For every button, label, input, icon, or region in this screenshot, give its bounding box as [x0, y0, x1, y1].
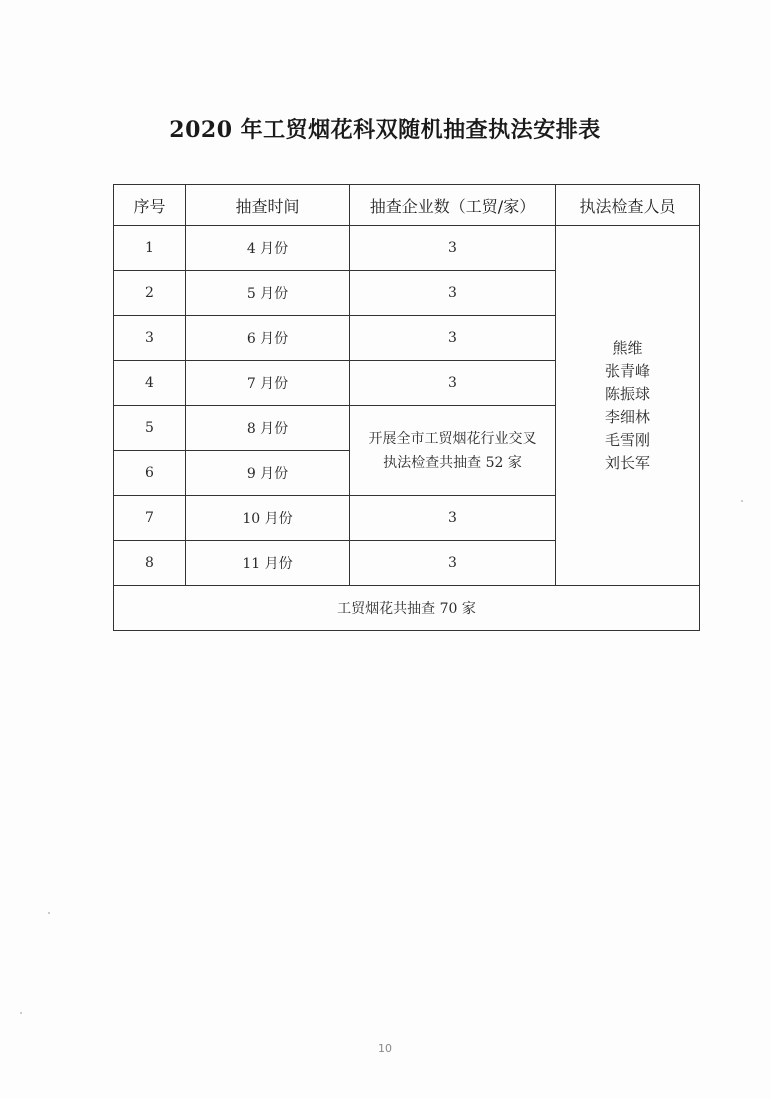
staff-name: 熊维: [612, 338, 643, 357]
row-count: 3: [350, 226, 556, 271]
cross-inspection-line: 开展全市工贸烟花行业交叉: [368, 430, 537, 447]
row-seq: 4: [114, 361, 186, 406]
header-seq: 序号: [114, 185, 186, 226]
total-cell: 工贸烟花共抽查 70 家: [114, 586, 700, 631]
row-seq: 1: [114, 226, 186, 271]
row-seq: 6: [114, 451, 186, 496]
table-header-row: [114, 185, 700, 226]
row-seq: 3: [114, 316, 186, 361]
row-count: 3: [350, 316, 556, 361]
row-seq: 2: [114, 271, 186, 316]
document-title: 2020 年工贸烟花科双随机抽查执法安排表: [169, 117, 601, 143]
row-seq: 8: [114, 541, 186, 586]
staff-name: 陈振球: [604, 384, 650, 403]
row-month: 10 月份: [186, 496, 350, 541]
scan-speck: [741, 500, 743, 502]
scan-speck: [20, 1012, 22, 1014]
row-seq: 7: [114, 496, 186, 541]
page-number: 10: [378, 1042, 392, 1055]
row-month: 11 月份: [186, 541, 350, 586]
row-month: 9 月份: [186, 451, 350, 496]
row-count: 3: [350, 361, 556, 406]
table-row: [114, 226, 700, 271]
staff-name: 毛雪刚: [604, 430, 650, 449]
staff-name: 李细林: [604, 407, 650, 426]
staff-cell: [556, 226, 700, 586]
table-total-row: [114, 586, 700, 631]
header-count: 抽查企业数（工贸/家）: [350, 185, 556, 226]
row-count: 3: [350, 541, 556, 586]
inspection-schedule-table: [113, 184, 700, 631]
row-count: 3: [350, 496, 556, 541]
staff-name: 张青峰: [604, 361, 650, 380]
row-count: 3: [350, 271, 556, 316]
row-seq: 5: [114, 406, 186, 451]
row-month: 8 月份: [186, 406, 350, 451]
row-month: 5 月份: [186, 271, 350, 316]
cross-inspection-line: 执法检查共抽查 52 家: [383, 454, 522, 471]
scan-speck: [48, 912, 50, 914]
header-time: 抽查时间: [186, 185, 350, 226]
cross-inspection-cell: [350, 406, 556, 496]
header-staff: 执法检查人员: [556, 185, 700, 226]
row-month: 6 月份: [186, 316, 350, 361]
staff-name: 刘长军: [604, 453, 650, 472]
row-month: 4 月份: [186, 226, 350, 271]
row-month: 7 月份: [186, 361, 350, 406]
